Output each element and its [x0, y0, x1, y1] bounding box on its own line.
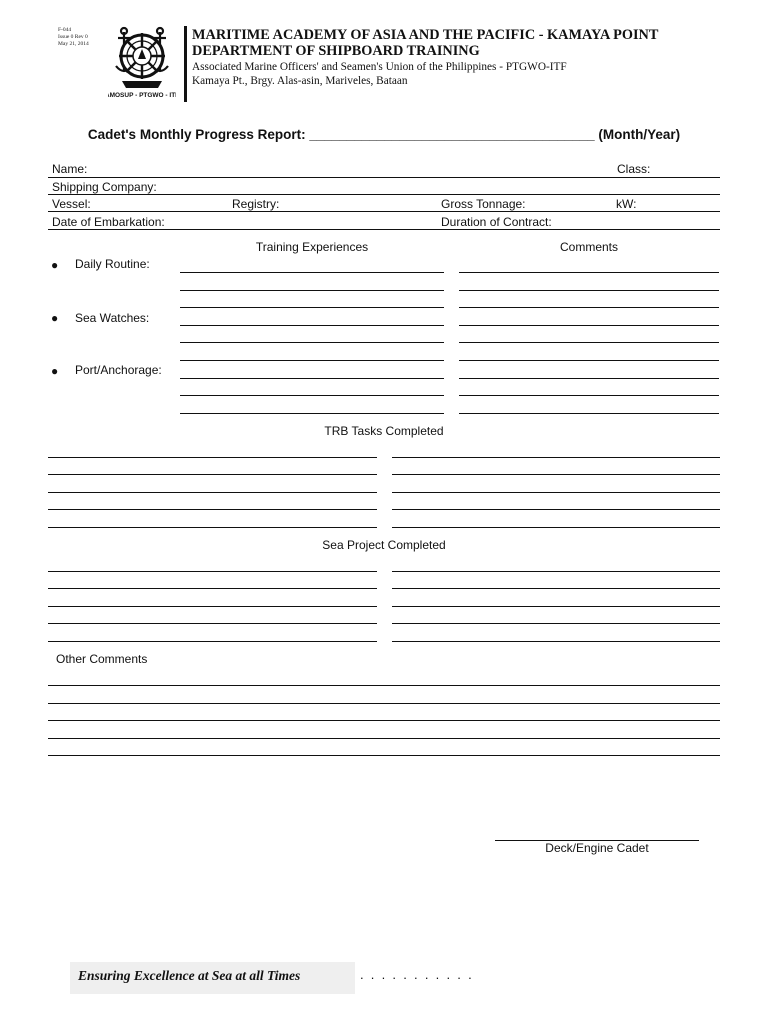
other-comments-line[interactable] — [48, 755, 720, 756]
vessel-line[interactable] — [48, 211, 720, 212]
daily-routine-label: Daily Routine: — [75, 257, 150, 271]
form-number: F-044 — [58, 27, 72, 33]
header-divider — [184, 26, 187, 102]
sea-project-line[interactable] — [48, 606, 377, 607]
sea-watches-label: Sea Watches: — [75, 311, 150, 325]
footer-dots: ........... — [360, 967, 479, 982]
trb-line[interactable] — [48, 492, 377, 493]
trb-line[interactable] — [392, 457, 720, 458]
other-comments-line[interactable] — [48, 720, 720, 721]
duration-of-contract-label: Duration of Contract: — [441, 215, 552, 229]
trb-line[interactable] — [48, 474, 377, 475]
trb-line[interactable] — [48, 527, 377, 528]
address: Kamaya Pt., Brgy. Alas-asin, Mariveles, Bataan — [192, 75, 408, 87]
sea-project-line[interactable] — [48, 571, 377, 572]
bullet-icon: ● — [51, 364, 59, 378]
issue-revision: Issue 0 Rev 0 — [58, 34, 88, 40]
other-comments-heading: Other Comments — [56, 652, 148, 666]
port-anchorage-label: Port/Anchorage: — [75, 363, 162, 377]
sea-project-line[interactable] — [48, 641, 377, 642]
other-comments-line[interactable] — [48, 703, 720, 704]
gross-tonnage-label: Gross Tonnage: — [441, 197, 526, 211]
trb-line[interactable] — [48, 457, 377, 458]
bullet-icon: ● — [51, 311, 59, 325]
trb-line[interactable] — [392, 474, 720, 475]
experience-line[interactable] — [180, 342, 444, 343]
comment-line[interactable] — [459, 272, 719, 273]
comment-line[interactable] — [459, 290, 719, 291]
sea-project-line[interactable] — [48, 623, 377, 624]
experience-line[interactable] — [180, 360, 444, 361]
sea-project-line[interactable] — [392, 641, 720, 642]
experience-line[interactable] — [180, 413, 444, 414]
training-experiences-heading: Training Experiences — [255, 240, 369, 254]
comment-line[interactable] — [459, 413, 719, 414]
signature-label: Deck/Engine Cadet — [545, 841, 649, 855]
comment-line[interactable] — [459, 360, 719, 361]
issue-date: May 21, 2014 — [58, 41, 89, 47]
footer-motto: Ensuring Excellence at Sea at all Times — [78, 968, 301, 983]
other-comments-line[interactable] — [48, 738, 720, 739]
sea-project-line[interactable] — [392, 606, 720, 607]
trb-line[interactable] — [392, 527, 720, 528]
institution-name: MARITIME ACADEMY OF ASIA AND THE PACIFIC - KAMAYA POINT — [192, 27, 659, 43]
department-name: DEPARTMENT OF SHIPBOARD TRAINING — [192, 43, 480, 59]
experience-line[interactable] — [180, 272, 444, 273]
embarkation-line[interactable] — [48, 229, 720, 230]
other-comments-line[interactable] — [48, 685, 720, 686]
comment-line[interactable] — [459, 307, 719, 308]
trb-tasks-heading: TRB Tasks Completed — [324, 424, 444, 438]
vessel-label: Vessel: — [52, 197, 91, 211]
sea-project-line[interactable] — [392, 623, 720, 624]
comment-line[interactable] — [459, 342, 719, 343]
name-line[interactable] — [48, 177, 720, 178]
comment-line[interactable] — [459, 325, 719, 326]
class-label: Class: — [617, 162, 651, 176]
sea-project-line[interactable] — [392, 588, 720, 589]
comment-line[interactable] — [459, 395, 719, 396]
comments-heading: Comments — [559, 240, 618, 254]
bullet-icon: ● — [51, 258, 59, 272]
sea-project-heading: Sea Project Completed — [322, 538, 446, 552]
trb-line[interactable] — [48, 509, 377, 510]
sea-project-line[interactable] — [48, 588, 377, 589]
experience-line[interactable] — [180, 395, 444, 396]
name-label: Name: — [52, 162, 88, 176]
amosup-logo — [108, 26, 176, 102]
experience-line[interactable] — [180, 378, 444, 379]
shipping-company-line[interactable] — [48, 194, 720, 195]
sea-project-line[interactable] — [392, 571, 720, 572]
experience-line[interactable] — [180, 307, 444, 308]
experience-line[interactable] — [180, 290, 444, 291]
experience-line[interactable] — [180, 325, 444, 326]
trb-line[interactable] — [392, 492, 720, 493]
document-control-info — [58, 27, 89, 48]
comment-line[interactable] — [459, 378, 719, 379]
association-name: Associated Marine Officers' and Seamen's Union of the Philippines - PTGWO-ITF — [192, 61, 567, 73]
registry-label: Registry: — [232, 197, 280, 211]
date-of-embarkation-label: Date of Embarkation: — [52, 215, 165, 229]
logo-caption: AMOSUP - PTGWO - ITF — [108, 92, 176, 99]
kw-label: kW: — [616, 197, 637, 211]
report-title: Cadet's Monthly Progress Report: ______________________________________ (Month/Year) — [87, 127, 681, 142]
trb-line[interactable] — [392, 509, 720, 510]
shipping-company-label: Shipping Company: — [52, 180, 157, 194]
